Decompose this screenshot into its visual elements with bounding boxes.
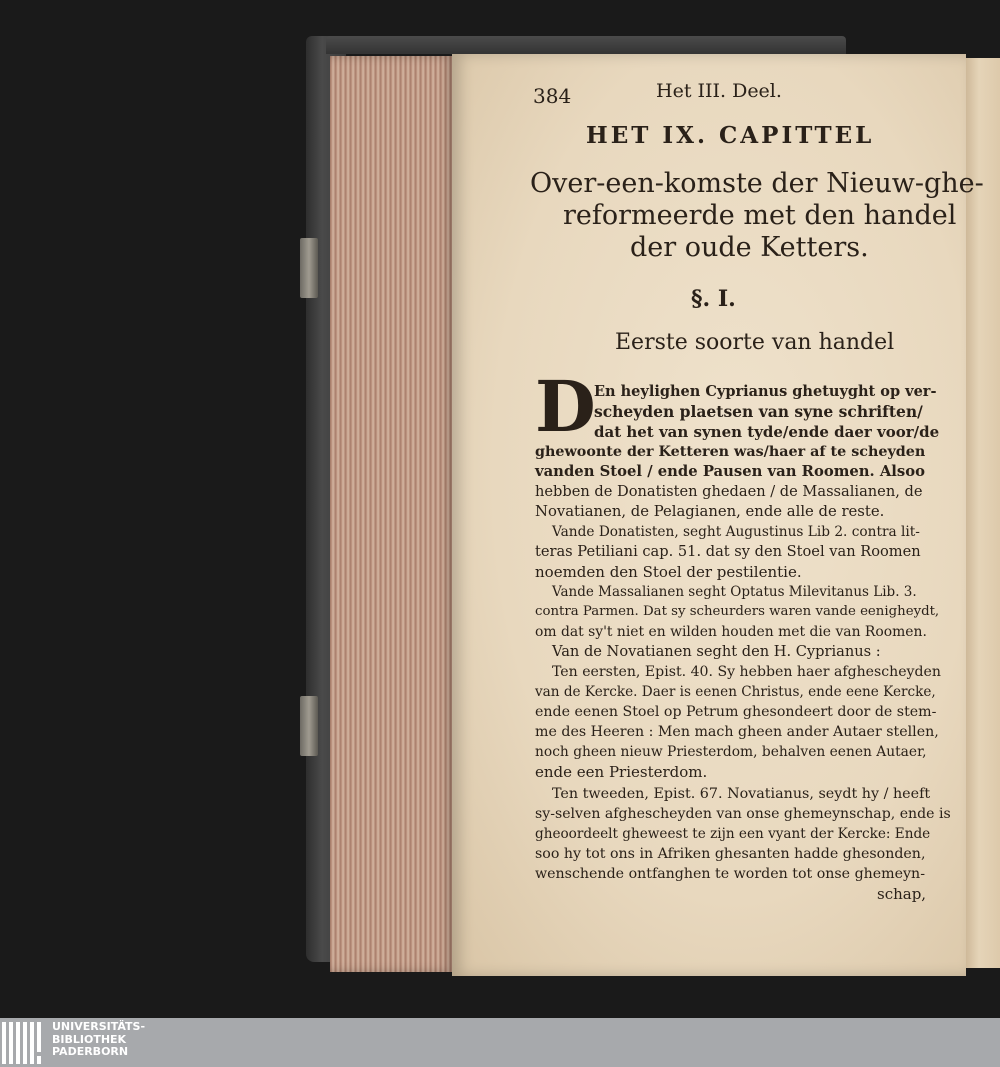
body-line: me des Heeren : Men mach gheen ander Autaer stellen, — [535, 724, 939, 740]
drop-cap: D — [535, 365, 596, 448]
body-line: En heylighen Cyprianus ghetuyght op ver- — [594, 383, 937, 400]
footer-bar — [0, 1018, 1000, 1067]
library-logo-icon — [2, 1022, 48, 1064]
page-number: 384 — [533, 84, 572, 108]
body-line: vanden Stoel / ende Pausen van Roomen. Alsoo — [535, 463, 925, 480]
body-line: noemden den Stoel der pestilentie. — [535, 563, 802, 581]
body-line: contra Parmen. Dat sy scheurders waren vande eenigheydt, — [535, 604, 940, 619]
body-line: schap, — [877, 885, 927, 903]
body-line: Van de Novatianen seght den H. Cyprianus : — [552, 643, 881, 660]
section-title: Eerste soorte van handel — [615, 330, 895, 355]
body-line: dat het van synen tyde/ende daer voor/de — [594, 423, 940, 441]
body-line: teras Petiliani cap. 51. dat sy den Stoel van Roomen — [535, 543, 921, 560]
body-line: Ten eersten, Epist. 40. Sy hebben haer afghescheyden — [552, 664, 941, 680]
body-line: sy-selven afghescheyden van onse ghemeynschap, ende is — [535, 806, 951, 822]
body-line: Ten tweeden, Epist. 67. Novatianus, seydt hy / heeft — [552, 786, 931, 802]
library-logo-text — [52, 1021, 145, 1059]
logo-line: UNIVERSITÄTS- — [52, 1020, 146, 1033]
body-line: ghewoonte der Ketteren was/haer af te scheyden — [535, 444, 926, 460]
body-line: noch gheen nieuw Priesterdom, behalven eenen Autaer, — [535, 744, 927, 760]
logo-line: PADERBORN — [52, 1045, 129, 1058]
body-line: Vande Massalianen seght Optatus Milevitanus Lib. 3. — [552, 584, 917, 600]
chapter-title-line: der oude Ketters. — [630, 232, 869, 263]
lower-clasp — [300, 696, 318, 756]
body-line: Novatianen, de Pelagianen, ende alle de reste. — [535, 503, 885, 520]
chapter-heading: HET IX. CAPITTEL — [586, 122, 875, 149]
body-line: scheyden plaetsen van syne schriften/ — [594, 402, 923, 421]
page-edges — [330, 56, 454, 972]
body-line: van de Kercke. Daer is eenen Christus, ende eene Kercke, — [535, 684, 936, 700]
body-line: wenschende ontfanghen te worden tot onse ghemeyn- — [535, 866, 925, 882]
running-head: Het III. Deel. — [656, 80, 782, 102]
body-line: hebben de Donatisten ghedaen / de Massalianen, de — [535, 483, 923, 500]
section-mark: §. I. — [691, 286, 736, 312]
body-line: om dat sy't niet en wilden houden met die van Roomen. — [535, 624, 927, 640]
chapter-title-line: Over-een-komste der Nieuw-ghe- — [530, 168, 984, 199]
body-line: gheoordeelt gheweest te zijn een vyant der Kercke: Ende — [535, 826, 931, 842]
upper-clasp — [300, 238, 318, 298]
chapter-title-line: reformeerde met den handel — [563, 200, 957, 231]
logo-line: BIBLIOTHEK — [52, 1032, 127, 1046]
body-line: ende eenen Stoel op Petrum ghesondeert door de stem- — [535, 704, 937, 720]
body-line: Vande Donatisten, seght Augustinus Lib 2. contra lit- — [552, 524, 920, 540]
body-line: soo hy tot ons in Afriken ghesanten hadde ghesonden, — [535, 846, 926, 862]
body-line: ende een Priesterdom. — [535, 763, 708, 781]
book-cover-top — [326, 36, 846, 54]
